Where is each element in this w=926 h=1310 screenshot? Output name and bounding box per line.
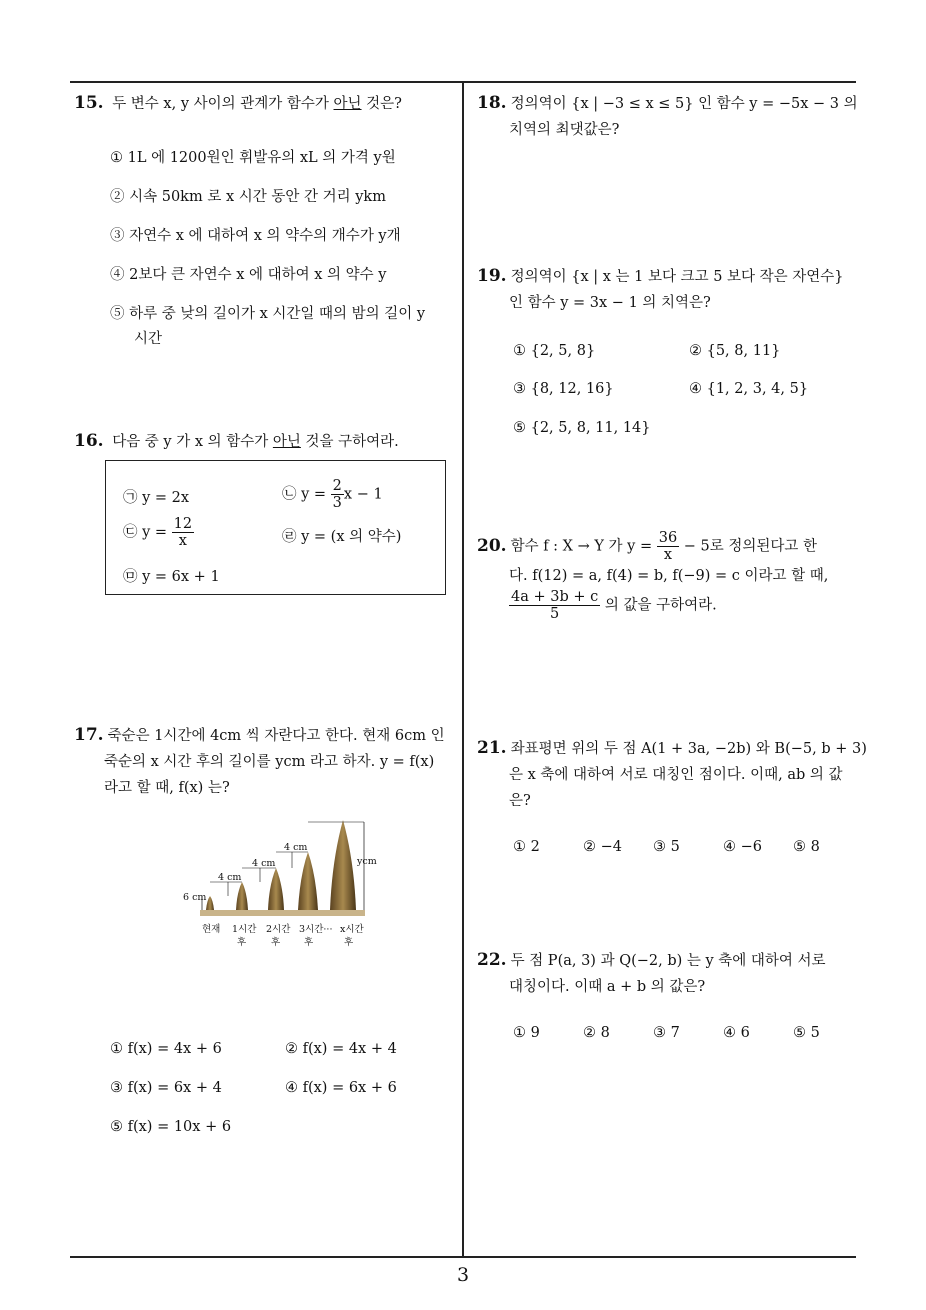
question-text-line-1: 좌표평면 위의 두 점 A(1 + 3a, −2b) 와 B(−5, b + 3) [510, 741, 867, 757]
question-number: 22. [477, 950, 507, 970]
q16-item-c: ㉢ y = $\frac{12}{x}$ [123, 516, 193, 549]
q15-option-5-cont: 시간 [134, 331, 163, 347]
question-text-line-1: 죽순은 1시간에 4cm 씩 자란다고 한다. 현재 6cm 인 [107, 728, 445, 744]
label-after-1: 후 [237, 937, 247, 948]
label-4cm-2: 4 cm [252, 858, 276, 869]
q21-option-3: ③ 5 [653, 839, 680, 855]
q21-option-2: ② −4 [583, 839, 622, 855]
question-text: 두 변수 x, y 사이의 관계가 함수가 아닌 것은? [112, 96, 402, 112]
fraction: $\frac{36}{x}$ [658, 530, 678, 563]
q16-item-e: ㉤ y = 6x + 1 [123, 569, 220, 585]
question-text-line-2: 다. f(12) = a, f(4) = b, f(−9) = c 이라고 할 때, [509, 568, 829, 584]
question-text-line-2: 인 함수 y = 3x − 1 의 치역은? [509, 295, 711, 311]
q19-option-5: ⑤ {2, 5, 8, 11, 14} [513, 420, 651, 436]
shoot-2h [268, 868, 284, 910]
q19-option-3: ③ {8, 12, 16} [513, 381, 614, 397]
q17-option-3: ③ f(x) = 6x + 4 [110, 1080, 222, 1096]
ground [200, 910, 365, 916]
q15-option-1: ① 1L 에 1200원인 휘발유의 xL 의 가격 y원 [110, 150, 396, 166]
question-text-line-3: 라고 할 때, f(x) 는? [104, 780, 230, 796]
q19-option-2: ② {5, 8, 11} [689, 343, 781, 359]
question-number: 19. [477, 266, 507, 286]
q17-option-4: ④ f(x) = 6x + 6 [285, 1080, 397, 1096]
label-after-2: 후 [271, 937, 281, 948]
label-ycm: ycm [357, 856, 377, 867]
question-number: 16. [74, 431, 104, 451]
label-xh: x시간 [340, 924, 364, 935]
q19-option-1: ① {2, 5, 8} [513, 343, 596, 359]
question-19 [477, 263, 862, 316]
q21-option-4: ④ −6 [723, 839, 762, 855]
question-17 [74, 722, 459, 801]
column-divider [462, 81, 464, 1257]
q17-option-5: ⑤ f(x) = 10x + 6 [110, 1119, 232, 1135]
question-text-line-3: 은? [509, 793, 531, 809]
label-1h: 1시간 [232, 924, 257, 935]
label-after-x: 후 [344, 937, 354, 948]
question-text-line-2: 대칭이다. 이때 a + b 의 값은? [509, 979, 706, 995]
shoot-3h [298, 852, 318, 910]
q16-item-a: ㉠ y = 2x [123, 490, 190, 506]
q21-option-5: ⑤ 8 [793, 839, 820, 855]
label-2h: 2시간 [266, 924, 291, 935]
shoot-1h [236, 882, 248, 910]
label-after-3: 후 [304, 937, 314, 948]
q15-option-2: ② 시속 50km 로 x 시간 동안 간 거리 ykm [110, 189, 386, 205]
question-text-line-1: 정의역이 {x | −3 ≤ x ≤ 5} 인 함수 y = −5x − 3 의 [510, 96, 858, 112]
shoot-xh [330, 820, 356, 910]
q19-option-4: ④ {1, 2, 3, 4, 5} [689, 381, 809, 397]
label-now: 현재 [202, 924, 221, 935]
question-text: 다음 중 y 가 x 의 함수가 아닌 것을 구하여라. [112, 434, 399, 450]
question-15 [74, 90, 454, 117]
question-number: 17. [74, 725, 104, 745]
question-text-line-1: 두 점 P(a, 3) 과 Q(−2, b) 는 y 축에 대하여 서로 [510, 953, 826, 969]
label-4cm-3: 4 cm [284, 842, 308, 853]
question-number: 15. [74, 93, 104, 113]
bamboo-shoot-figure [180, 810, 380, 955]
question-number: 21. [477, 738, 507, 758]
q15-option-3: ③ 자연수 x 에 대하여 x 의 약수의 개수가 y개 [110, 228, 401, 244]
q21-option-1: ① 2 [513, 839, 540, 855]
q17-option-1: ① f(x) = 4x + 6 [110, 1041, 222, 1057]
fraction: $\frac{4a + 3b + c}{5}$ [511, 589, 599, 622]
shoot-now [206, 896, 214, 910]
question-number: 20. [477, 535, 507, 556]
label-4cm-1: 4 cm [218, 872, 242, 883]
question-text-line-2: 은 x 축에 대하여 서로 대칭인 점이다. 이때, ab 의 값 [509, 767, 843, 783]
q22-option-1: ① 9 [513, 1025, 540, 1041]
q16-item-d: ㉣ y = (x 의 약수) [282, 529, 402, 545]
q15-option-5: ⑤ 하루 중 낮의 길이가 x 시간일 때의 밤의 길이 y [110, 306, 426, 322]
question-20: 20. 함수 f : X → Y 가 y = $\frac{36}{x}$ − 5로 정의된다고 한 다. f(12) = a, f(4) = b, f(−9) = c 이라고 할 때, $\frac{4a + 3b + c}{5}$ 의 값을 구하여라. [477, 530, 862, 622]
question-22 [477, 947, 862, 1000]
q22-option-4: ④ 6 [723, 1025, 750, 1041]
q22-option-3: ③ 7 [653, 1025, 680, 1041]
label-3h: 3시간··· [299, 924, 333, 935]
question-text-line-1: 정의역이 {x | x 는 1 보다 크고 5 보다 작은 자연수} [510, 269, 844, 285]
fraction: $\frac{2}{3}$ [332, 478, 342, 511]
page-number: 3 [456, 1264, 470, 1286]
question-text-line-3: $\frac{4a + 3b + c}{5}$ 의 값을 구하여라. [511, 589, 717, 622]
question-16 [74, 428, 454, 455]
q15-option-4: ④ 2보다 큰 자연수 x 에 대하여 x 의 약수 y [110, 267, 387, 283]
q22-option-5: ⑤ 5 [793, 1025, 820, 1041]
label-6cm: 6 cm [183, 892, 207, 903]
question-21 [477, 735, 867, 814]
question-18 [477, 90, 862, 143]
q17-option-2: ② f(x) = 4x + 4 [285, 1041, 397, 1057]
q16-item-b: ㉡ y = $\frac{2}{3}$ x − 1 [282, 478, 383, 511]
q22-option-2: ② 8 [583, 1025, 610, 1041]
question-text-line-2: 치역의 최댓값은? [509, 122, 620, 138]
question-number: 18. [477, 93, 507, 113]
question-text-line-2: 죽순의 x 시간 후의 길이를 ycm 라고 하자. y = f(x) [104, 754, 435, 770]
fraction: $\frac{12}{x}$ [173, 516, 193, 549]
